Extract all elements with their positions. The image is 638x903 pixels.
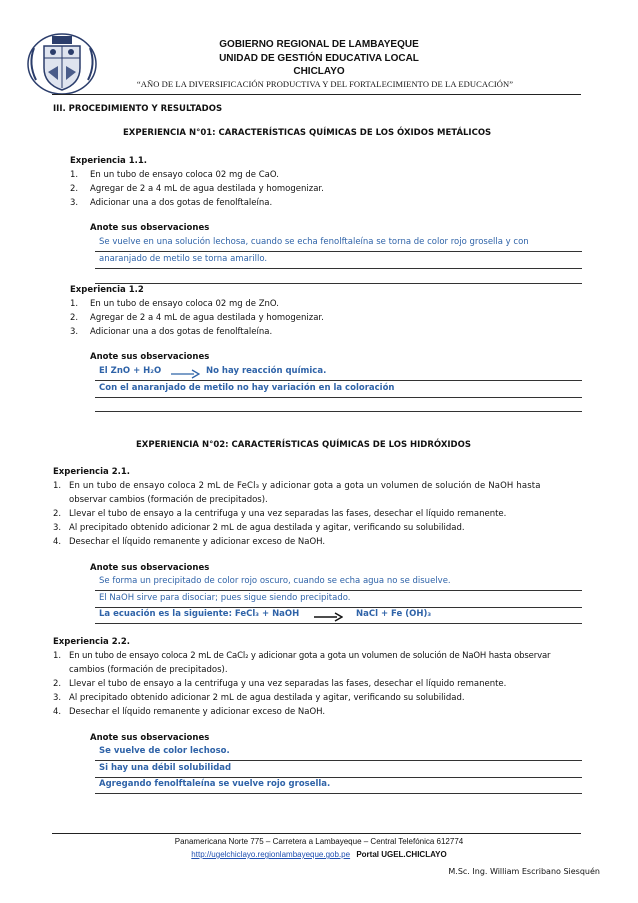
footer-url-link[interactable]: http://ugelchiclayo.regionlambayeque.gob.pe [191,850,351,859]
exp2-2-step1-cont: cambios (formación de precipitados). [69,665,228,675]
exp2-2-rule1 [95,760,582,761]
exp2-2-step4-num: 4. [53,707,62,717]
footer-address: Panamericana Norte 775 – Carretera a Lambayeque – Central Telefónica 612774 [174,837,464,846]
exp2-2-step3-num: 3. [53,693,62,703]
exp2-1-eq-right: NaCl + Fe (OH)₃ [356,609,432,619]
exp2-1-obs-line1: Se forma un precipitado de color rojo oscuro, cuando se echa agua no se disuelve. [99,576,451,586]
exp1-2-step3: Adicionar una a dos gotas de fenolftaleína. [90,327,273,337]
header-line-3: CHICLAYO [293,66,345,77]
exp1-2-rule3 [95,411,582,412]
exp1-2-obs-line2: Con el anaranjado de metilo no hay variación en la coloración [99,383,395,393]
footer-author: M.Sc. Ing. William Escribano Siesquén [448,867,600,876]
exp1-2-rule1 [95,380,582,381]
exp2-2-rule3 [95,793,582,794]
header-motto: “AÑO DE LA DIVERSIFICACIÓN PRODUCTIVA Y DEL FORTALECIMIENTO DE LA EDUCACIÓN” [136,79,514,89]
exp1-2-title: Experiencia 1.2 [70,285,144,295]
exp1-1-rule3 [95,283,582,284]
exp2-2-obs-label: Anote sus observaciones [90,733,210,743]
exp2-1-step1-cont: observar cambios (formación de precipitados). [69,495,268,505]
exp1-1-step2: Agregar de 2 a 4 mL de agua destilada y homogenizar. [90,184,324,194]
exp2-2-step2: Llevar el tubo de ensayo a la centrifuga y una vez separadas las fases, desechar el líquido remanente. [69,679,507,689]
exp1-1-step3-num: 3. [70,198,79,208]
section-title: III. PROCEDIMIENTO Y RESULTADOS [53,104,223,114]
arrow-icon [170,365,200,377]
exp2-1-title: Experiencia 2.1. [53,467,130,477]
exp2-1-step3: Al precipitado obtenido adicionar 2 mL de agua destilada y agitar, verificando su solubilidad. [69,523,465,533]
exp2-1-step1-num: 1. [53,481,62,491]
exp2-2-title: Experiencia 2.2. [53,637,130,647]
footer-links [0,850,638,859]
exp2-1-step3-num: 3. [53,523,62,533]
exp2-1-step2: Llevar el tubo de ensayo a la centrifuga y una vez separadas las fases, desechar el líquido remanente. [69,509,507,519]
exp1-1-step2-num: 2. [70,184,79,194]
exp2-1-step4-num: 4. [53,537,62,547]
exp2-2-rule2 [95,777,582,778]
exp1-1-step1: En un tubo de ensayo coloca 02 mg de CaO. [90,170,279,180]
exp1-title: EXPERIENCIA N°01: CARACTERÍSTICAS QUÍMICAS DE LOS ÓXIDOS METÁLICOS [123,128,492,138]
exp1-1-rule2 [95,268,582,269]
exp1-2-rule2 [95,397,582,398]
exp1-1-obs-label: Anote sus observaciones [90,223,210,233]
exp2-1-obs-line2: El NaOH sirve para disociar; pues sigue siendo precipitado. [99,593,351,603]
header-line-1: GOBIERNO REGIONAL DE LAMBAYEQUE [219,39,419,50]
exp2-title: EXPERIENCIA N°02: CARACTERÍSTICAS QUÍMICAS DE LOS HIDRÓXIDOS [136,440,471,450]
header-line-2: UNIDAD DE GESTIÓN EDUCATIVA LOCAL [219,53,419,64]
exp2-2-obs-line1: Se vuelve de color lechoso. [99,746,230,756]
footer-portal: Portal UGEL.CHICLAYO [356,850,447,859]
exp2-1-step4: Desechar el líquido remanente y adicionar exceso de NaOH. [69,537,326,547]
exp1-2-eq-right: No hay reacción química. [206,366,327,376]
exp2-1-eq-left: La ecuación es la siguiente: FeCl₃ + NaOH [99,609,300,619]
header-rule [52,94,581,95]
exp1-2-eq-left: El ZnO + H₂O [99,366,162,376]
exp2-2-step2-num: 2. [53,679,62,689]
exp1-1-step3: Adicionar una a dos gotas de fenolftaleína. [90,198,273,208]
exp2-1-step2-num: 2. [53,509,62,519]
exp1-2-step2-num: 2. [70,313,79,323]
exp1-2-step1-num: 1. [70,299,79,309]
exp2-2-obs-line2: Si hay una débil solubilidad [99,763,232,773]
exp2-2-step4: Desechar el líquido remanente y adicionar exceso de NaOH. [69,707,326,717]
exp1-1-rule1 [95,251,582,252]
exp1-1-obs-line2: anaranjado de metilo se torna amarillo. [99,254,268,264]
exp2-2-step3: Al precipitado obtenido adicionar 2 mL de agua destilada y agitar, verificando su solubilidad. [69,693,465,703]
exp2-2-step1-num: 1. [53,651,62,661]
exp2-1-rule3 [95,623,582,624]
exp2-2-step1: En un tubo de ensayo coloca 2 mL de CaCl₂ y adicionar gota a gota un volumen de solución de NaOH hasta observar [69,651,551,661]
exp1-1-title: Experiencia 1.1. [70,156,147,166]
exp1-2-step3-num: 3. [70,327,79,337]
exp1-2-step1: En un tubo de ensayo coloca 02 mg de ZnO. [90,299,279,309]
exp2-1-obs-label: Anote sus observaciones [90,563,210,573]
exp2-1-step1: En un tubo de ensayo coloca 2 mL de FeCl₃ y adicionar gota a gota un volumen de solución de NaOH hasta [69,481,541,491]
arrow-icon [313,608,343,620]
exp2-1-rule1 [95,590,582,591]
exp1-2-step2: Agregar de 2 a 4 mL de agua destilada y homogenizar. [90,313,324,323]
footer-rule [52,833,581,834]
exp2-2-obs-line3: Agregando fenolftaleína se vuelve rojo grosella. [99,779,331,789]
exp1-1-obs-line1: Se vuelve en una solución lechosa, cuando se echa fenolftaleína se torna de color rojo grosella y con [99,237,529,247]
exp1-2-obs-label: Anote sus observaciones [90,352,210,362]
exp1-1-step1-num: 1. [70,170,79,180]
